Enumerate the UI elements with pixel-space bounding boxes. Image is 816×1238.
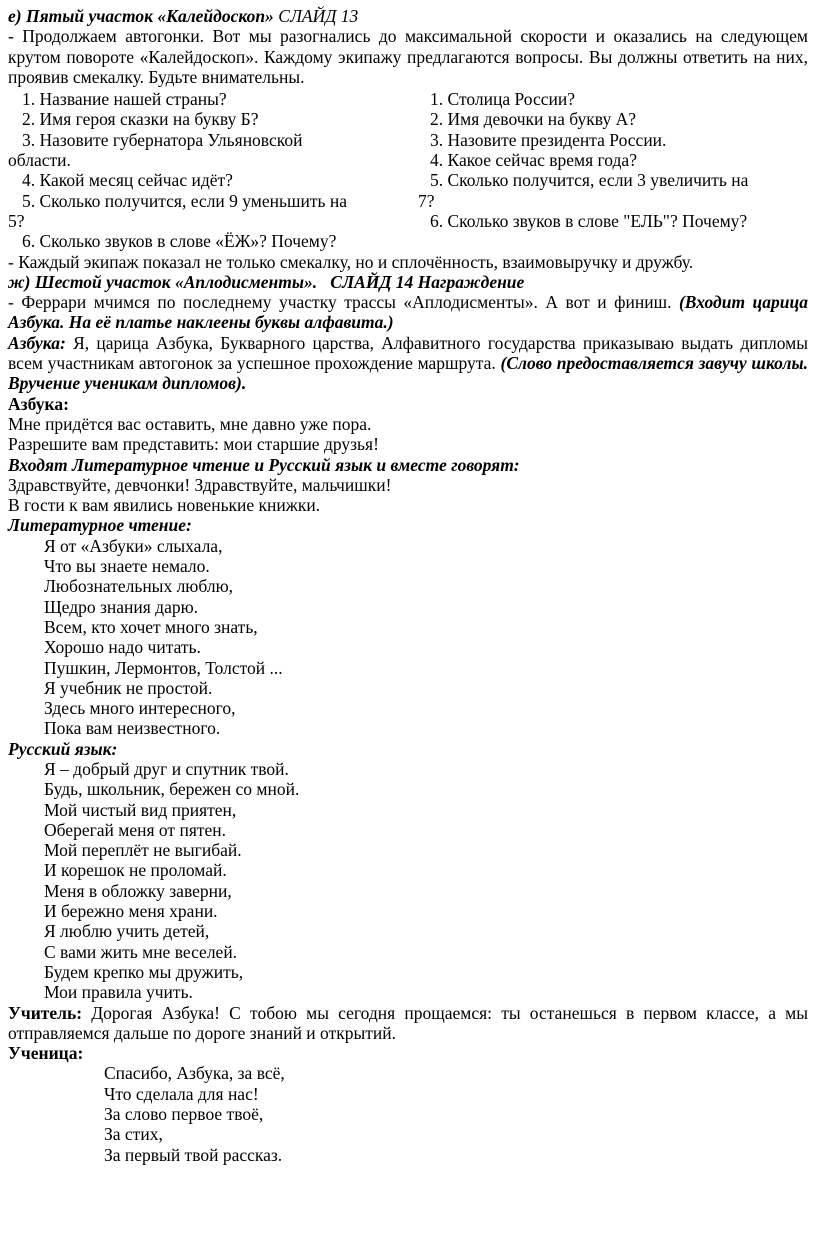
russian-line: Мой переплёт не выгибай. bbox=[44, 840, 242, 861]
pupil-line: Что сделала для нас! bbox=[104, 1083, 259, 1104]
ferrari-paragraph bbox=[8, 292, 808, 333]
question-item: 1. Название нашей страны? bbox=[22, 89, 227, 110]
russian-line: И корешок не проломай. bbox=[44, 860, 227, 881]
teacher-paragraph bbox=[8, 1003, 808, 1044]
russian-line: Я люблю учить детей, bbox=[44, 921, 210, 942]
azbuka-stage-direction: (Слово предоставляется завучу школы. Вручение ученикам дипломов). bbox=[8, 353, 808, 394]
russian-line: С вами жить мне веселей. bbox=[44, 941, 238, 962]
azbuka-line: Разрешите вам представить: мои старшие друзья! bbox=[8, 434, 379, 455]
russian-line: Мой чистый вид приятен, bbox=[44, 799, 237, 820]
question-item: 6. Сколько звуков в слове «ЁЖ»? Почему? bbox=[22, 231, 337, 252]
russian-line: Я – добрый друг и спутник твой. bbox=[44, 758, 289, 779]
question-item: 3. Назовите президента России. bbox=[430, 129, 667, 150]
question-item-cont: 5? bbox=[8, 210, 25, 231]
literature-line: Я учебник не простой. bbox=[44, 677, 213, 698]
section-zh-label: ж) Шестой участок «Аплодисменты». bbox=[8, 271, 318, 292]
literature-line: Что вы знаете немало. bbox=[44, 556, 210, 577]
section-title: Пятый участок «Калейдоскоп» bbox=[25, 6, 274, 26]
azbuka-paragraph-1 bbox=[8, 333, 808, 394]
literature-line: Щедро знания дарю. bbox=[44, 596, 199, 617]
question-item: 4. Какое сейчас время года? bbox=[430, 150, 637, 171]
after-questions-paragraph: - Каждый экипаж показал не только смекалку, но и сплочённость, взаимовыручку и дружбу. bbox=[8, 251, 694, 272]
literature-line: Любознательных люблю, bbox=[44, 576, 234, 597]
question-item: 2. Имя героя сказки на букву Б? bbox=[22, 109, 259, 130]
azbuka-speaker: Азбука: bbox=[8, 332, 66, 353]
pupil-line: За первый твой рассказ. bbox=[104, 1144, 283, 1165]
pupil-line: За стих, bbox=[104, 1124, 163, 1145]
pupil-line: За слово первое твоё, bbox=[104, 1104, 264, 1125]
section-slide: СЛАЙД 13 bbox=[278, 6, 359, 26]
russian-line: Будем крепко мы дружить, bbox=[44, 961, 244, 982]
question-item: 6. Сколько звуков в слове "ЕЛЬ"? Почему? bbox=[430, 210, 748, 231]
teacher-speaker: Учитель: bbox=[8, 1002, 83, 1023]
section-zh-slide: СЛАЙД 14 Награждение bbox=[330, 271, 525, 292]
question-item: 5. Сколько получится, если 3 увеличить на bbox=[430, 170, 749, 191]
pupil-line: Спасибо, Азбука, за всё, bbox=[104, 1063, 285, 1084]
azbuka-line: Мне придётся вас оставить, мне давно уже пора. bbox=[8, 413, 372, 434]
literature-line: Пушкин, Лермонтов, Толстой ... bbox=[44, 657, 283, 678]
russian-line: Мои правила учить. bbox=[44, 982, 193, 1003]
questions-two-columns bbox=[8, 89, 808, 251]
question-item-cont: области. bbox=[8, 150, 71, 171]
russian-line: Оберегай меня от пятен. bbox=[44, 819, 227, 840]
literature-line: Пока вам неизвестного. bbox=[44, 718, 221, 739]
literature-speaker: Литературное чтение: bbox=[8, 515, 192, 536]
stage-direction-entrance: Входят Литературное чтение и Русский язык и вместе говорят: bbox=[8, 454, 520, 475]
russian-line: Меня в обложку заверни, bbox=[44, 880, 232, 901]
literature-line: Я от «Азбуки» слыхала, bbox=[44, 535, 223, 556]
azbuka-text: Я, царица Азбука, Букварного царства, Алфавитного государства приказываю выдать дипломы всем участникам автогонок за успешное прохождение маршрута. bbox=[8, 332, 808, 374]
literature-line: Всем, кто хочет много знать, bbox=[44, 616, 258, 637]
teacher-text: Дорогая Азбука! С тобою мы сегодня прощаемся: ты останешься в первом классе, а мы отправляемся дальше по дороге знаний и открытий. bbox=[8, 1002, 808, 1043]
literature-line: Здесь много интересного, bbox=[44, 698, 236, 719]
intro-paragraph: - Продолжаем автогонки. Вот мы разогнались до максимальной скорости и оказались на следующем крутом повороте «Калейдоскоп». Каждому экипажу предлагаются вопросы. Вы должны ответить на них, проявив смекалку. Будьте внимательны. bbox=[8, 26, 808, 87]
together-line: В гости к вам явились новенькие книжки. bbox=[8, 495, 321, 516]
questions-column-left bbox=[8, 89, 408, 251]
question-item-cont: 7? bbox=[418, 190, 435, 211]
question-item: 3. Назовите губернатора Ульяновской bbox=[22, 129, 303, 150]
questions-column-right bbox=[408, 89, 808, 251]
together-line: Здравствуйте, девчонки! Здравствуйте, мальчишки! bbox=[8, 474, 392, 495]
ferrari-stage-direction: (Входит царица Азбука. На её платье наклеены буквы алфавита.) bbox=[8, 292, 809, 333]
ferrari-text: - Феррари мчимся по последнему участку трассы «Аплодисменты». А вот и финиш. bbox=[8, 292, 672, 313]
question-item: 1. Столица России? bbox=[430, 89, 575, 110]
question-item: 2. Имя девочки на букву А? bbox=[430, 109, 636, 130]
russian-line: И бережно меня храни. bbox=[44, 901, 218, 922]
question-item: 5. Сколько получится, если 9 уменьшить на bbox=[22, 190, 347, 211]
pupil-speaker: Ученица: bbox=[8, 1043, 84, 1064]
azbuka-speaker-2: Азбука: bbox=[8, 393, 69, 414]
section-heading bbox=[8, 6, 808, 26]
section-label-e: е) bbox=[8, 6, 22, 26]
russian-line: Будь, школьник, бережен со мной. bbox=[44, 779, 300, 800]
literature-line: Хорошо надо читать. bbox=[44, 637, 201, 658]
section-zh-heading bbox=[8, 272, 808, 292]
question-item: 4. Какой месяц сейчас идёт? bbox=[22, 170, 233, 191]
russian-speaker: Русский язык: bbox=[8, 738, 118, 759]
